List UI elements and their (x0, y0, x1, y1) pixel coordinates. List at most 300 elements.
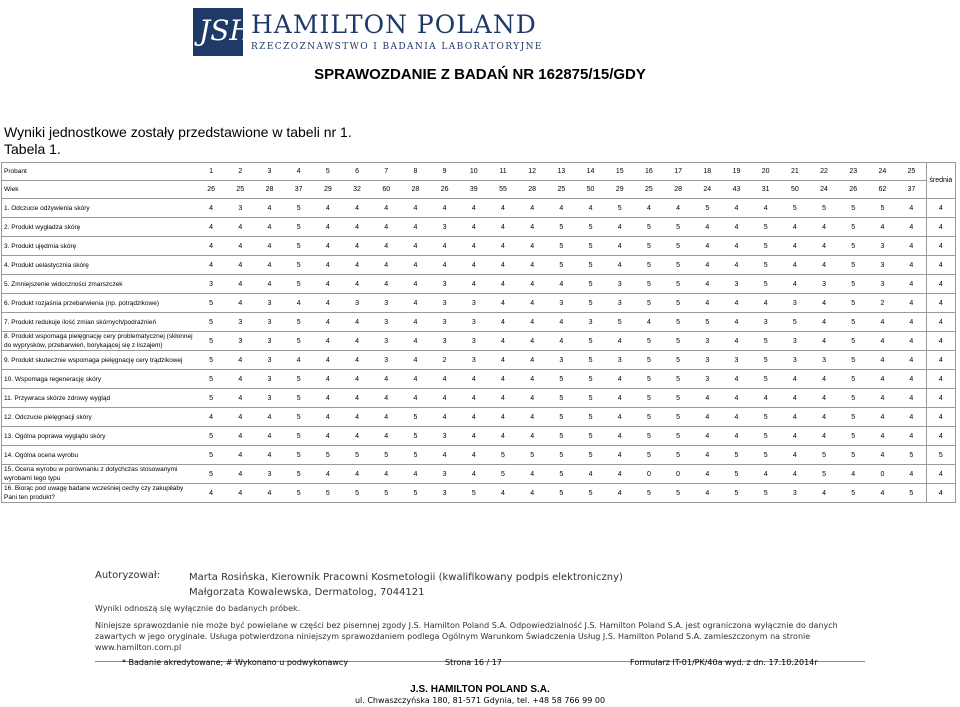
score-cell: 4 (518, 484, 547, 503)
score-cell: 5 (284, 427, 313, 446)
score-cell: 4 (780, 237, 809, 256)
score-cell: 3 (780, 351, 809, 370)
score-cell: 4 (313, 313, 342, 332)
probant-number: 12 (518, 163, 547, 181)
score-cell: 3 (430, 275, 459, 294)
score-cell: 5 (547, 484, 576, 503)
score-cell: 3 (255, 389, 284, 408)
score-cell: 4 (751, 294, 780, 313)
age-value: 55 (488, 181, 517, 199)
score-cell: 5 (547, 237, 576, 256)
score-cell: 4 (605, 218, 634, 237)
age-value: 50 (780, 181, 809, 199)
criterion-label: 11. Przywraca skórze zdrowy wygląd (2, 389, 197, 408)
score-cell: 4 (430, 237, 459, 256)
score-cell: 3 (605, 275, 634, 294)
criterion-label: 5. Zmniejszenie widoczności zmarszczek (2, 275, 197, 294)
score-cell: 4 (693, 218, 722, 237)
score-cell: 4 (547, 332, 576, 351)
footer-legend: * Badanie akredytowane; # Wykonano u podwykonawcy (122, 658, 349, 667)
probant-number: 21 (780, 163, 809, 181)
probant-number: 19 (722, 163, 751, 181)
score-cell: 5 (897, 446, 926, 465)
score-cell: 5 (897, 484, 926, 503)
score-cell: 5 (576, 389, 605, 408)
score-cell: 4 (459, 408, 488, 427)
score-cell: 4 (693, 275, 722, 294)
score-cell: 3 (430, 313, 459, 332)
score-cell: 4 (488, 199, 517, 218)
score-cell: 0 (868, 465, 897, 484)
score-cell: 4 (780, 389, 809, 408)
score-cell: 5 (664, 313, 693, 332)
score-cell: 4 (693, 294, 722, 313)
score-cell: 3 (372, 332, 401, 351)
score-cell: 4 (342, 275, 371, 294)
score-cell: 5 (401, 427, 430, 446)
score-cell: 4 (255, 484, 284, 503)
score-cell: 5 (197, 294, 226, 313)
age-label: Wiek (2, 181, 197, 199)
score-cell: 4 (780, 256, 809, 275)
table-row (2, 332, 956, 351)
score-cell: 4 (605, 237, 634, 256)
score-cell: 3 (868, 275, 897, 294)
score-cell: 5 (664, 237, 693, 256)
score-cell: 4 (313, 199, 342, 218)
score-cell: 4 (809, 389, 838, 408)
score-cell: 4 (693, 427, 722, 446)
score-cell: 5 (284, 313, 313, 332)
score-cell: 4 (897, 408, 926, 427)
score-cell: 5 (839, 370, 868, 389)
score-cell: 5 (576, 294, 605, 313)
score-cell: 4 (255, 446, 284, 465)
score-cell: 4 (255, 256, 284, 275)
score-cell: 5 (722, 465, 751, 484)
score-cell: 5 (634, 256, 663, 275)
score-cell: 4 (868, 408, 897, 427)
score-cell: 4 (488, 313, 517, 332)
score-cell: 5 (664, 484, 693, 503)
score-cell: 3 (430, 218, 459, 237)
score-cell: 4 (634, 199, 663, 218)
score-cell: 5 (634, 351, 663, 370)
score-cell: 5 (284, 275, 313, 294)
score-cell: 3 (430, 484, 459, 503)
score-cell: 5 (488, 446, 517, 465)
score-cell: 5 (839, 294, 868, 313)
score-cell: 4 (488, 484, 517, 503)
score-cell: 5 (284, 237, 313, 256)
intro-text (4, 124, 352, 158)
score-cell: 3 (547, 351, 576, 370)
score-cell: 4 (605, 484, 634, 503)
score-cell: 4 (372, 199, 401, 218)
score-cell: 4 (372, 256, 401, 275)
score-cell: 5 (284, 446, 313, 465)
score-cell: 4 (488, 294, 517, 313)
score-cell: 4 (226, 370, 255, 389)
score-cell: 5 (634, 446, 663, 465)
score-cell: 4 (401, 237, 430, 256)
score-cell: 4 (342, 427, 371, 446)
score-cell: 4 (809, 237, 838, 256)
score-cell: 3 (226, 199, 255, 218)
criterion-label: 9. Produkt skutecznie wspomaga pielęgnację cery trądzikowej (2, 351, 197, 370)
score-cell: 5 (284, 218, 313, 237)
score-cell: 4 (576, 465, 605, 484)
score-cell: 4 (342, 332, 371, 351)
score-cell: 5 (751, 237, 780, 256)
age-value: 28 (518, 181, 547, 199)
score-cell: 4 (751, 465, 780, 484)
age-value: 25 (226, 181, 255, 199)
score-cell: 4 (313, 294, 342, 313)
score-cell: 4 (722, 294, 751, 313)
probant-number: 24 (868, 163, 897, 181)
score-cell: 4 (255, 237, 284, 256)
score-cell: 4 (897, 427, 926, 446)
score-cell: 4 (197, 256, 226, 275)
score-cell: 5 (518, 446, 547, 465)
score-cell: 5 (284, 370, 313, 389)
probant-number: 18 (693, 163, 722, 181)
score-cell: 4 (372, 427, 401, 446)
footer-company: J.S. HAMILTON POLAND S.A. (410, 684, 550, 695)
score-cell: 4 (313, 218, 342, 237)
score-cell: 4 (284, 294, 313, 313)
score-cell: 4 (459, 275, 488, 294)
score-cell: 3 (809, 275, 838, 294)
probant-number: 16 (634, 163, 663, 181)
age-value: 37 (284, 181, 313, 199)
score-cell: 4 (313, 427, 342, 446)
score-cell: 4 (342, 313, 371, 332)
score-cell: 5 (372, 446, 401, 465)
score-cell: 4 (839, 465, 868, 484)
score-cell: 5 (664, 294, 693, 313)
score-cell: 5 (284, 199, 313, 218)
score-cell: 3 (605, 351, 634, 370)
score-cell: 4 (518, 256, 547, 275)
criterion-label: 15. Ocena wyrobu w porównaniu z dotychczas stosowanymi wyrobami tego typu (2, 465, 197, 484)
age-value: 25 (547, 181, 576, 199)
score-cell: 5 (342, 484, 371, 503)
probant-number: 5 (313, 163, 342, 181)
score-cell: 3 (780, 484, 809, 503)
average-cell: 4 (926, 484, 955, 503)
score-cell: 5 (605, 199, 634, 218)
score-cell: 5 (839, 313, 868, 332)
score-cell: 3 (430, 294, 459, 313)
score-cell: 4 (342, 237, 371, 256)
score-cell: 2 (868, 294, 897, 313)
average-cell: 4 (926, 256, 955, 275)
score-cell: 4 (226, 446, 255, 465)
score-cell: 4 (897, 218, 926, 237)
footer-address: ul. Chwaszczyńska 180, 81-571 Gdynia, tel. +48 58 766 99 00 (354, 696, 606, 705)
score-cell: 5 (547, 389, 576, 408)
score-cell: 5 (664, 408, 693, 427)
score-cell: 4 (780, 465, 809, 484)
score-cell: 4 (868, 351, 897, 370)
score-cell: 4 (255, 275, 284, 294)
score-cell: 4 (401, 389, 430, 408)
score-cell: 5 (547, 218, 576, 237)
score-cell: 4 (226, 351, 255, 370)
score-cell: 4 (897, 351, 926, 370)
criterion-label: 12. Odczucie pielęgnacji skóry (2, 408, 197, 427)
table-row (2, 484, 956, 503)
score-cell: 4 (780, 446, 809, 465)
probant-number: 9 (430, 163, 459, 181)
score-cell: 4 (547, 275, 576, 294)
probant-number: 2 (226, 163, 255, 181)
score-cell: 4 (518, 275, 547, 294)
score-cell: 3 (459, 294, 488, 313)
average-cell: 4 (926, 332, 955, 351)
score-cell: 4 (430, 370, 459, 389)
score-cell: 5 (547, 465, 576, 484)
score-cell: 3 (459, 313, 488, 332)
score-cell: 4 (722, 218, 751, 237)
score-cell: 5 (693, 199, 722, 218)
report-title: SPRAWOZDANIE Z BADAŃ NR 162875/15/GDY (314, 66, 646, 83)
score-cell: 3 (372, 313, 401, 332)
score-cell: 4 (313, 465, 342, 484)
score-cell: 3 (226, 313, 255, 332)
score-cell: 4 (226, 389, 255, 408)
score-cell: 5 (839, 218, 868, 237)
score-cell: 5 (459, 484, 488, 503)
authorizer-1: Marta Rosińska, Kierownik Pracowni Kosmetologii (kwalifikowany podpis elektroniczny) (189, 572, 623, 583)
score-cell: 5 (547, 370, 576, 389)
score-cell: 4 (722, 389, 751, 408)
score-cell: 4 (518, 237, 547, 256)
score-cell: 5 (576, 427, 605, 446)
score-cell: 5 (547, 446, 576, 465)
score-cell: 4 (693, 446, 722, 465)
criterion-label: 14. Ogólna ocena wyrobu (2, 446, 197, 465)
score-cell: 0 (634, 465, 663, 484)
age-value: 26 (430, 181, 459, 199)
score-cell: 5 (751, 218, 780, 237)
score-cell: 3 (809, 351, 838, 370)
footer-form-id: Formularz IT-01/PK/40a wyd. z dn. 17.10.2014r (630, 658, 818, 667)
score-cell: 4 (342, 465, 371, 484)
score-cell: 4 (459, 199, 488, 218)
score-cell: 5 (634, 427, 663, 446)
age-value: 43 (722, 181, 751, 199)
score-cell: 4 (897, 465, 926, 484)
score-cell: 5 (664, 332, 693, 351)
score-cell: 4 (897, 199, 926, 218)
score-cell: 5 (664, 370, 693, 389)
score-cell: 4 (226, 427, 255, 446)
score-cell: 4 (488, 332, 517, 351)
footer-page-number: Strona 16 / 17 (445, 658, 502, 667)
criterion-label: 7. Produkt redukuje ilość zmian skórnych/podrażnień (2, 313, 197, 332)
score-cell: 4 (255, 427, 284, 446)
score-cell: 5 (839, 275, 868, 294)
score-cell: 4 (809, 218, 838, 237)
score-cell: 4 (605, 465, 634, 484)
score-cell: 5 (751, 351, 780, 370)
score-cell: 5 (284, 332, 313, 351)
score-cell: 4 (868, 218, 897, 237)
score-cell: 4 (780, 427, 809, 446)
score-cell: 3 (372, 351, 401, 370)
score-cell: 4 (605, 370, 634, 389)
probant-number: 17 (664, 163, 693, 181)
score-cell: 5 (488, 465, 517, 484)
score-cell: 5 (839, 237, 868, 256)
score-cell: 5 (576, 237, 605, 256)
criterion-label: 10. Wspomaga regenerację skóry (2, 370, 197, 389)
score-cell: 4 (809, 256, 838, 275)
score-cell: 5 (634, 275, 663, 294)
score-cell: 4 (372, 218, 401, 237)
average-cell: 4 (926, 408, 955, 427)
age-row (2, 181, 956, 199)
score-cell: 5 (751, 484, 780, 503)
age-value: 28 (401, 181, 430, 199)
score-cell: 4 (518, 427, 547, 446)
score-cell: 4 (488, 427, 517, 446)
score-cell: 5 (197, 313, 226, 332)
score-cell: 4 (488, 256, 517, 275)
score-cell: 5 (576, 484, 605, 503)
score-cell: 4 (605, 446, 634, 465)
score-cell: 4 (342, 199, 371, 218)
score-cell: 4 (722, 237, 751, 256)
average-cell: 4 (926, 370, 955, 389)
score-cell: 5 (576, 370, 605, 389)
score-cell: 5 (809, 446, 838, 465)
score-cell: 5 (576, 256, 605, 275)
score-cell: 5 (634, 484, 663, 503)
score-cell: 5 (664, 275, 693, 294)
score-cell: 5 (634, 218, 663, 237)
authorizer-2: Małgorzata Kowalewska, Dermatolog, 7044121 (189, 587, 425, 598)
score-cell: 4 (897, 237, 926, 256)
score-cell: 4 (313, 408, 342, 427)
table-row (2, 237, 956, 256)
score-cell: 4 (197, 199, 226, 218)
score-cell: 4 (722, 427, 751, 446)
table-row (2, 218, 956, 237)
score-cell: 4 (401, 275, 430, 294)
score-cell: 4 (693, 389, 722, 408)
score-cell: 4 (488, 351, 517, 370)
score-cell: 4 (197, 237, 226, 256)
score-cell: 5 (284, 484, 313, 503)
probant-number: 11 (488, 163, 517, 181)
score-cell: 4 (313, 237, 342, 256)
score-cell: 5 (809, 199, 838, 218)
score-cell: 4 (459, 446, 488, 465)
score-cell: 4 (430, 256, 459, 275)
score-cell: 4 (809, 427, 838, 446)
score-cell: 4 (576, 199, 605, 218)
intro-line-1: Wyniki jednostkowe zostały przedstawione w tabeli nr 1. (4, 124, 352, 140)
score-cell: 4 (459, 370, 488, 389)
score-cell: 4 (372, 237, 401, 256)
score-cell: 4 (372, 275, 401, 294)
score-cell: 5 (634, 370, 663, 389)
age-value: 24 (809, 181, 838, 199)
score-cell: 0 (664, 465, 693, 484)
average-cell: 4 (926, 218, 955, 237)
score-cell: 4 (342, 408, 371, 427)
score-cell: 4 (401, 465, 430, 484)
score-cell: 5 (634, 332, 663, 351)
score-cell: 4 (226, 275, 255, 294)
score-cell: 4 (430, 389, 459, 408)
score-cell: 4 (518, 370, 547, 389)
score-cell: 3 (459, 351, 488, 370)
score-cell: 4 (897, 389, 926, 408)
score-cell: 4 (226, 465, 255, 484)
score-cell: 4 (372, 370, 401, 389)
score-cell: 5 (197, 427, 226, 446)
score-cell: 3 (693, 332, 722, 351)
average-cell: 4 (926, 313, 955, 332)
score-cell: 4 (693, 465, 722, 484)
score-cell: 4 (605, 389, 634, 408)
score-cell: 4 (897, 275, 926, 294)
score-cell: 4 (518, 313, 547, 332)
probant-number: 10 (459, 163, 488, 181)
score-cell: 4 (605, 332, 634, 351)
score-cell: 4 (518, 199, 547, 218)
table-row (2, 256, 956, 275)
criterion-label: 2. Produkt wygładza skórę (2, 218, 197, 237)
score-cell: 5 (284, 256, 313, 275)
score-cell: 5 (313, 446, 342, 465)
criterion-label: 3. Produkt ujędrnia skórę (2, 237, 197, 256)
score-cell: 4 (342, 389, 371, 408)
probant-number: 22 (809, 163, 838, 181)
table-row (2, 389, 956, 408)
probant-number: 7 (372, 163, 401, 181)
age-value: 29 (605, 181, 634, 199)
results-table (1, 162, 956, 503)
score-cell: 5 (197, 389, 226, 408)
average-cell: 5 (926, 446, 955, 465)
score-cell: 5 (197, 370, 226, 389)
score-cell: 4 (255, 199, 284, 218)
score-cell: 4 (809, 408, 838, 427)
age-value: 39 (459, 181, 488, 199)
score-cell: 4 (868, 332, 897, 351)
score-cell: 4 (226, 408, 255, 427)
score-cell: 4 (488, 389, 517, 408)
score-cell: 4 (809, 313, 838, 332)
score-cell: 4 (897, 332, 926, 351)
score-cell: 3 (255, 465, 284, 484)
score-cell: 3 (868, 237, 897, 256)
score-cell: 4 (459, 256, 488, 275)
score-cell: 3 (197, 275, 226, 294)
score-cell: 4 (722, 199, 751, 218)
score-cell: 4 (313, 332, 342, 351)
criterion-label: 6. Produkt rozjaśnia przebarwienia (np. potrądzikowe) (2, 294, 197, 313)
authorization-label: Autoryzował: (95, 570, 161, 581)
average-cell: 4 (926, 237, 955, 256)
score-cell: 4 (722, 256, 751, 275)
